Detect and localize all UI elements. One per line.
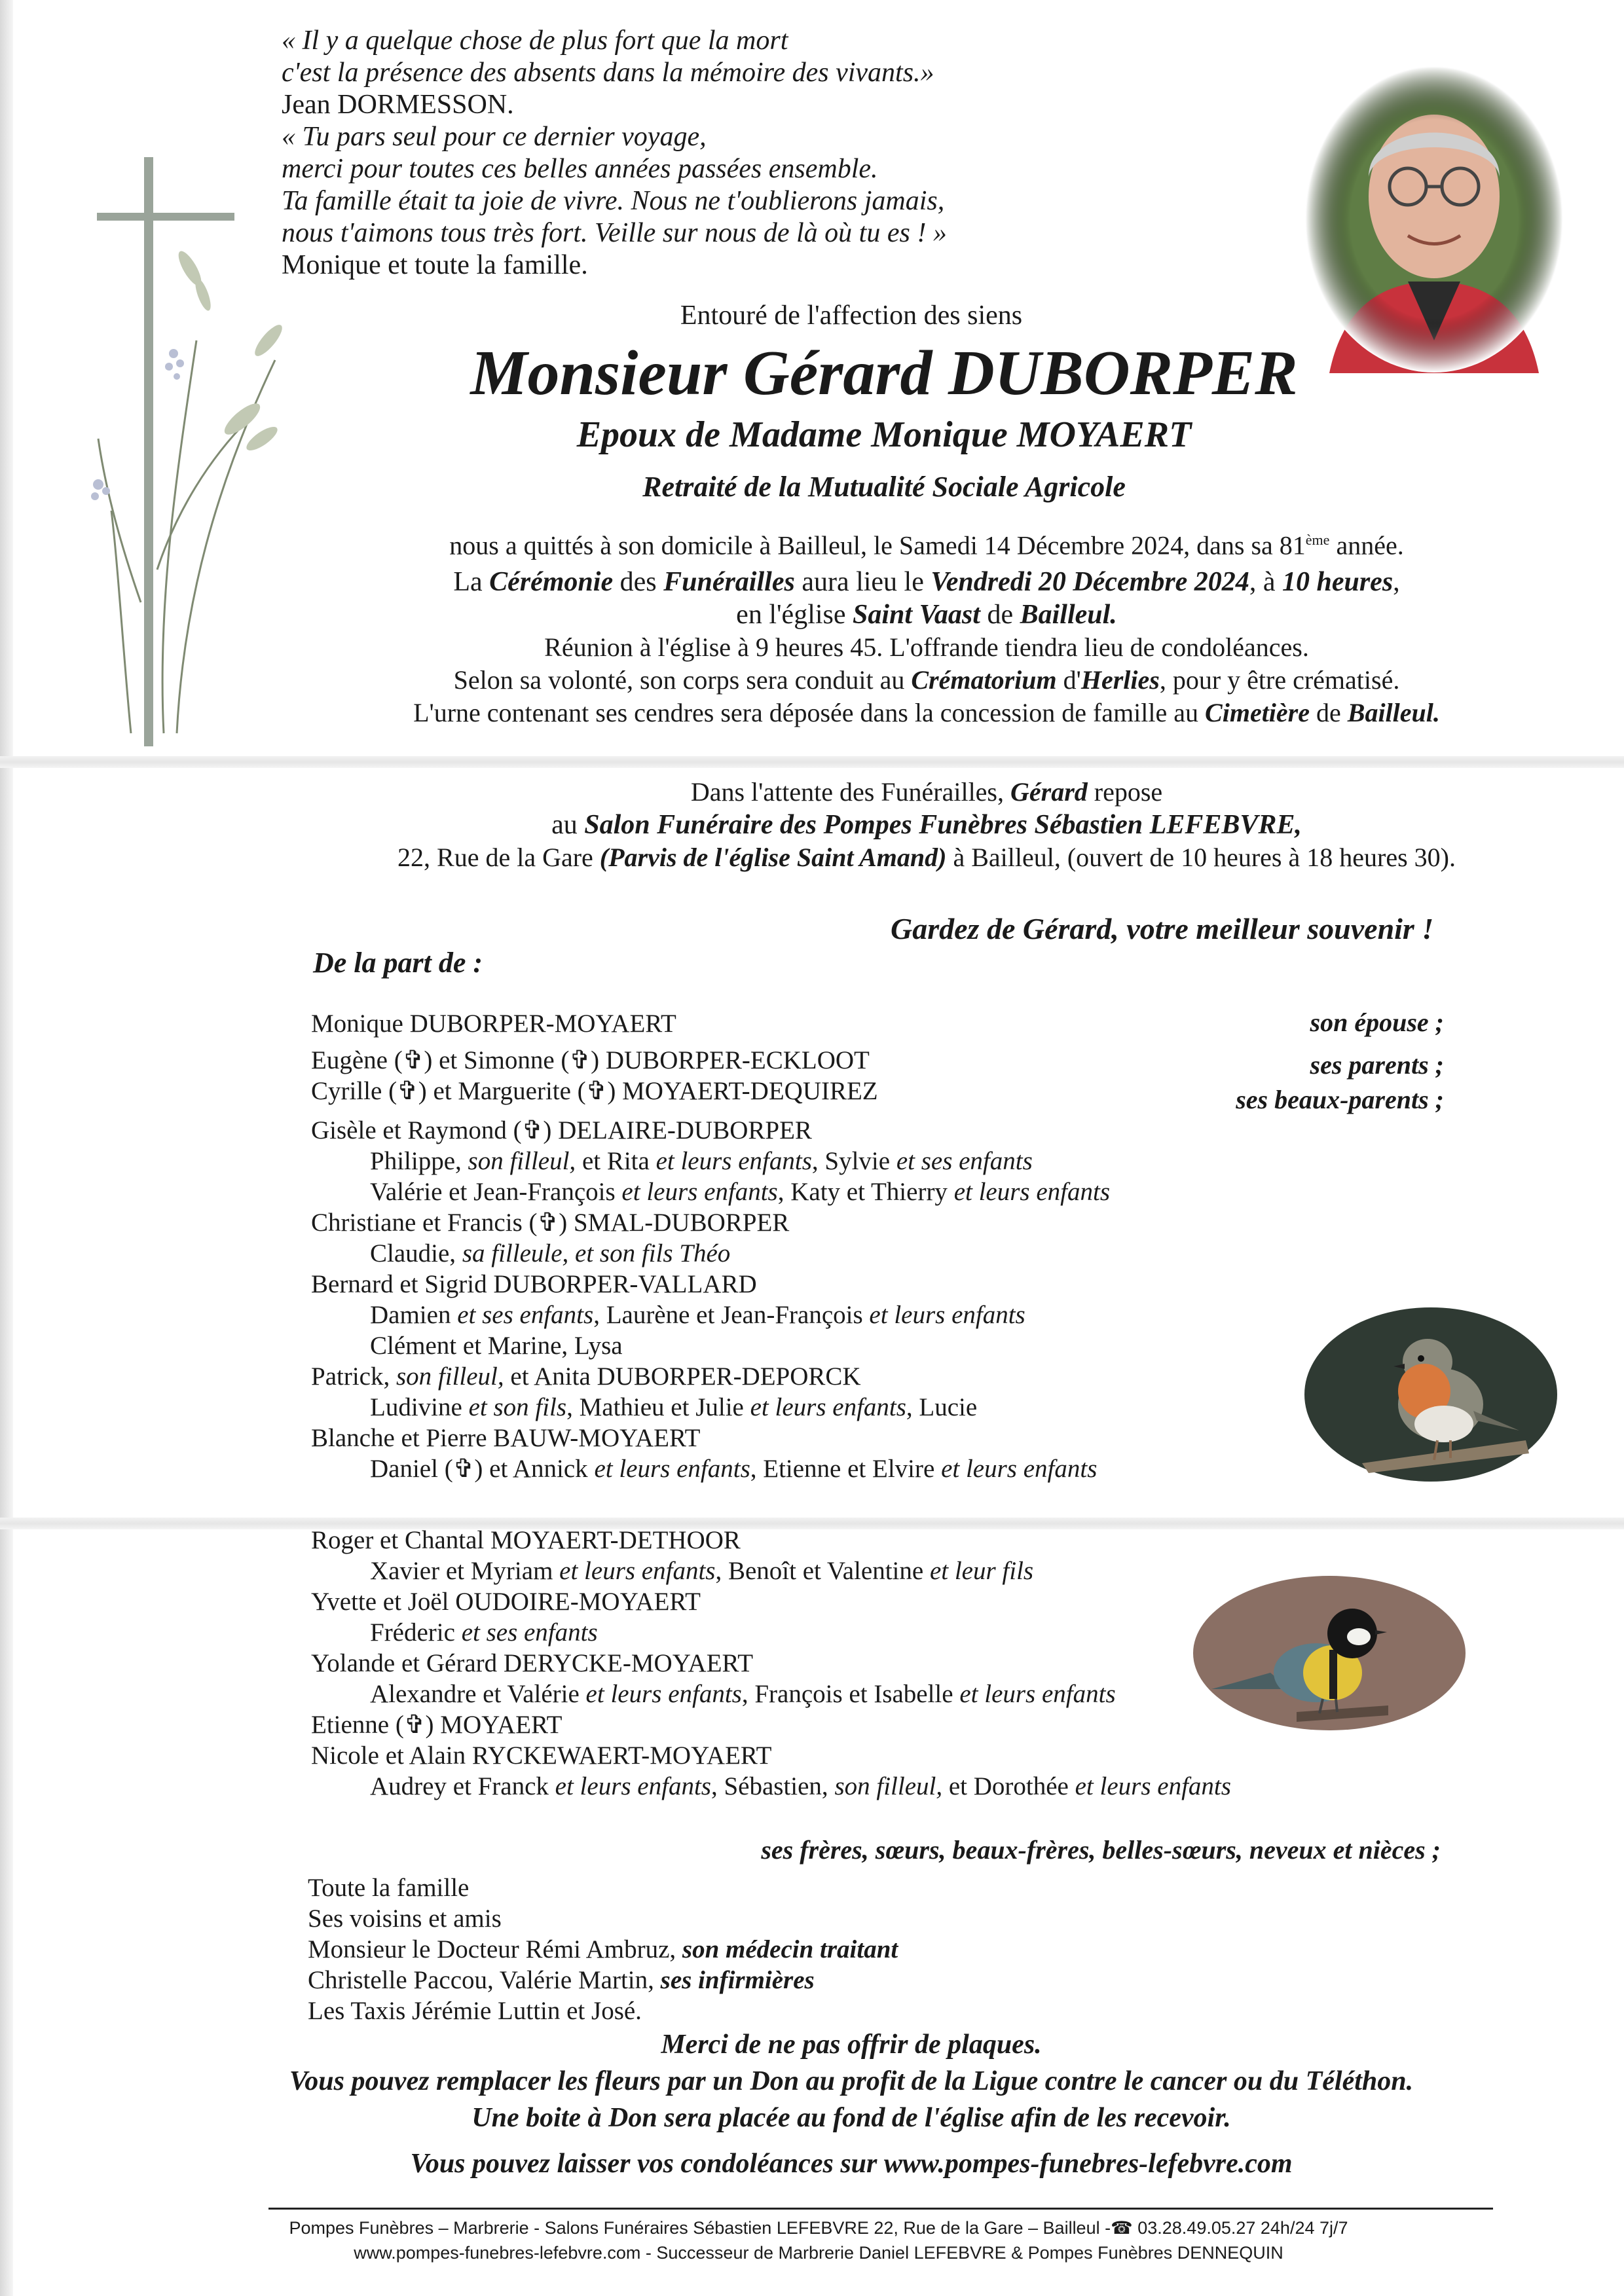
role-siblings: ses frères, sœurs, beaux-frères, belles-sœurs, neveux et nièces ; xyxy=(761,1835,1441,1865)
cross-symbol-icon: ✞ xyxy=(403,1711,426,1739)
family-entry: Yolande et Gérard DERYCKE-MOYAERT xyxy=(311,1649,754,1677)
footer-line-2: www.pompes-funebres-lefebvre.com - Successeur de Marbrerie Daniel LEFEBVRE & Pompes Funèbres DENNEQUIN xyxy=(354,2243,1283,2263)
quote-line: Ta famille était ta joie de vivre. Nous ne t'oublierons jamais, xyxy=(282,186,945,216)
family-subentry: Damien et ses enfants, Laurène et Jean-François et leurs enfants xyxy=(370,1301,1025,1329)
cross-symbol-icon: ✞ xyxy=(452,1455,475,1483)
grass-seed-heads xyxy=(174,248,286,454)
footer-line-1: Pompes Funèbres – Marbrerie - Salons Funéraires Sébastien LEFEBVRE 22, Rue de la Gare – Bailleul -☎ 03.28.49.05.27 24h/24 7j/7 xyxy=(289,2218,1348,2238)
intro-text: Entouré de l'affection des siens xyxy=(680,301,1023,331)
donation-line: Vous pouvez remplacer les fleurs par un Don au profit de la Ligue contre le cancer ou du Téléthon. xyxy=(289,2066,1414,2096)
cross-symbol-icon: ✞ xyxy=(585,1077,608,1105)
others-list xyxy=(308,1872,898,2026)
cross-symbol-icon: ✞ xyxy=(402,1046,424,1074)
profession-line: Retraité de la Mutualité Sociale Agricole xyxy=(642,471,1126,503)
quote-line: c'est la présence des absents dans la mémoire des vivants.» xyxy=(282,58,934,88)
role-inlaws: ses beaux-parents ; xyxy=(1236,1085,1444,1114)
quote-line: « Il y a quelque chose de plus fort que la mort xyxy=(282,26,788,56)
cross-symbol-icon: ✞ xyxy=(397,1077,418,1105)
family-subentry: Claudie, sa filleule, et son fils Théo xyxy=(370,1239,731,1267)
family-subentry: Ludivine et son fils, Mathieu et Julie et leurs enfants, Lucie xyxy=(370,1393,978,1421)
urn-line: L'urne contenant ses cendres sera déposée dans la concession de famille au Cimetière de Bailleul. xyxy=(413,698,1440,728)
family-subentry: Alexandre et Valérie et leurs enfants, François et Isabelle et leurs enfants xyxy=(370,1680,1116,1708)
family-entry: Gisèle et Raymond (✞) DELAIRE-DUBORPER xyxy=(311,1116,812,1144)
cremation-line: Selon sa volonté, son corps sera conduit au Crématorium d'Herlies, pour y être crématisé. xyxy=(453,665,1400,695)
repose-block xyxy=(288,776,1565,874)
family-subentry: Philippe, son filleul, et Rita et leurs enfants, Sylvie et ses enfants xyxy=(370,1147,1033,1175)
salon-line: au Salon Funéraire des Pompes Funèbres Sébastien LEFEBVRE, xyxy=(551,810,1302,840)
keep-memory-line: Gardez de Gérard, votre meilleur souvenir ! xyxy=(891,912,1434,945)
family-list xyxy=(311,1008,1231,1802)
cross-symbol-icon: ✞ xyxy=(569,1046,591,1074)
family-entry: Roger et Chantal MOYAERT-DETHOOR xyxy=(311,1526,741,1554)
condolences-line: Vous pouvez laisser vos condoléances sur www.pompes-funebres-lefebvre.com xyxy=(410,2149,1293,2179)
death-line: nous a quittés à son domicile à Bailleul, le Samedi 14 Décembre 2024, dans sa 81ème année. xyxy=(449,530,1404,560)
others-entry: Monsieur le Docteur Rémi Ambruz, son médecin traitant xyxy=(308,1935,898,1963)
robin-photo xyxy=(1303,1306,1559,1483)
family-entry: Patrick, son filleul, et Anita DUBORPER-DEPORCK xyxy=(311,1362,861,1391)
announcement-block xyxy=(288,524,1565,729)
quote-line: nous t'aimons tous très fort. Veille sur nous de là où tu es ! » xyxy=(282,218,947,248)
family-subentry: Daniel (✞) et Annick et leurs enfants, Etienne et Elvire et leurs enfants xyxy=(370,1455,1098,1483)
fold-line-1 xyxy=(0,756,1624,768)
closing-block xyxy=(196,2026,1506,2182)
spouse-line: Epoux de Madame Monique MOYAERT xyxy=(576,414,1192,455)
great-tit-photo xyxy=(1192,1575,1467,1732)
phone-icon: ☎ xyxy=(1111,2218,1133,2238)
inlaws-line: Cyrille (✞) et Marguerite (✞) MOYAERT-DEQUIREZ xyxy=(311,1077,878,1105)
cross-symbol-icon: ✞ xyxy=(521,1116,544,1144)
others-entry: Ses voisins et amis xyxy=(308,1904,502,1933)
role-parents: ses parents ; xyxy=(1310,1050,1444,1080)
family-subentry: Valérie et Jean-François et leurs enfants, Katy et Thierry et leurs enfants xyxy=(370,1178,1110,1206)
cross-horizontal-bar xyxy=(97,213,234,221)
donation-box-line: Une boite à Don sera placée au fond de l'église afin de les recevoir. xyxy=(471,2103,1231,2133)
from-label: De la part de : xyxy=(313,947,483,979)
others-entry: Les Taxis Jérémie Luttin et José. xyxy=(308,1997,642,2025)
address-line: 22, Rue de la Gare (Parvis de l'église Saint Amand) à Bailleul, (ouvert de 10 heures à 18 heures 30). xyxy=(397,843,1456,872)
church-line: en l'église Saint Vaast de Bailleul. xyxy=(736,600,1117,630)
family-subentry: Fréderic et ses enfants xyxy=(370,1618,598,1647)
family-entry: Yvette et Joël OUDOIRE-MOYAERT xyxy=(311,1588,701,1616)
ceremony-line: La Cérémonie des Funérailles aura lieu le Vendredi 20 Décembre 2024, à 10 heures, xyxy=(453,567,1400,598)
scan-left-edge xyxy=(0,0,13,2296)
others-entry: Christelle Paccou, Valérie Martin, ses infirmières xyxy=(308,1966,815,1994)
role-wife: son épouse ; xyxy=(1310,1008,1444,1037)
wife-line: Monique DUBORPER-MOYAERT xyxy=(311,1010,676,1038)
quote-signature: Monique et toute la famille. xyxy=(282,250,588,280)
family-subentry: Audrey et Franck et leurs enfants, Sébastien, son filleul, et Dorothée et leurs enfants xyxy=(370,1772,1231,1800)
cross-vertical-bar xyxy=(144,157,153,746)
parents-line: Eugène (✞) et Simonne (✞) DUBORPER-ECKLOOT xyxy=(311,1046,870,1074)
no-plaques-line: Merci de ne pas offrir de plaques. xyxy=(661,2030,1042,2060)
quote-line: « Tu pars seul pour ce dernier voyage, xyxy=(282,122,707,152)
quote-author: Jean DORMESSON. xyxy=(282,90,514,120)
family-entry: Christiane et Francis (✞) SMAL-DUBORPER xyxy=(311,1209,790,1237)
family-subentry: Xavier et Myriam et leurs enfants, Benoît et Valentine et leur fils xyxy=(370,1557,1034,1585)
family-entry: Etienne (✞) MOYAERT xyxy=(311,1711,563,1739)
others-entry: Toute la famille xyxy=(308,1874,470,1902)
grass-stems xyxy=(98,340,275,733)
family-entry: Bernard et Sigrid DUBORPER-VALLARD xyxy=(311,1270,757,1298)
quote-line: merci pour toutes ces belles années passées ensemble. xyxy=(282,154,878,184)
family-subentry: Clément et Marine, Lysa xyxy=(370,1332,623,1360)
cross-symbol-icon: ✞ xyxy=(537,1209,559,1237)
meeting-line: Réunion à l'église à 9 heures 45. L'offrande tiendra lieu de condoléances. xyxy=(544,632,1309,663)
footer xyxy=(196,2215,1441,2265)
repose-line: Dans l'attente des Funérailles, Gérard repose xyxy=(690,777,1163,807)
deceased-name: Monsieur Gérard DUBORPER xyxy=(470,338,1298,409)
footer-divider xyxy=(268,2208,1493,2210)
quote-block xyxy=(282,25,1395,282)
family-entry: Blanche et Pierre BAUW-MOYAERT xyxy=(311,1424,701,1452)
family-entry: Nicole et Alain RYCKEWAERT-MOYAERT xyxy=(311,1741,772,1770)
